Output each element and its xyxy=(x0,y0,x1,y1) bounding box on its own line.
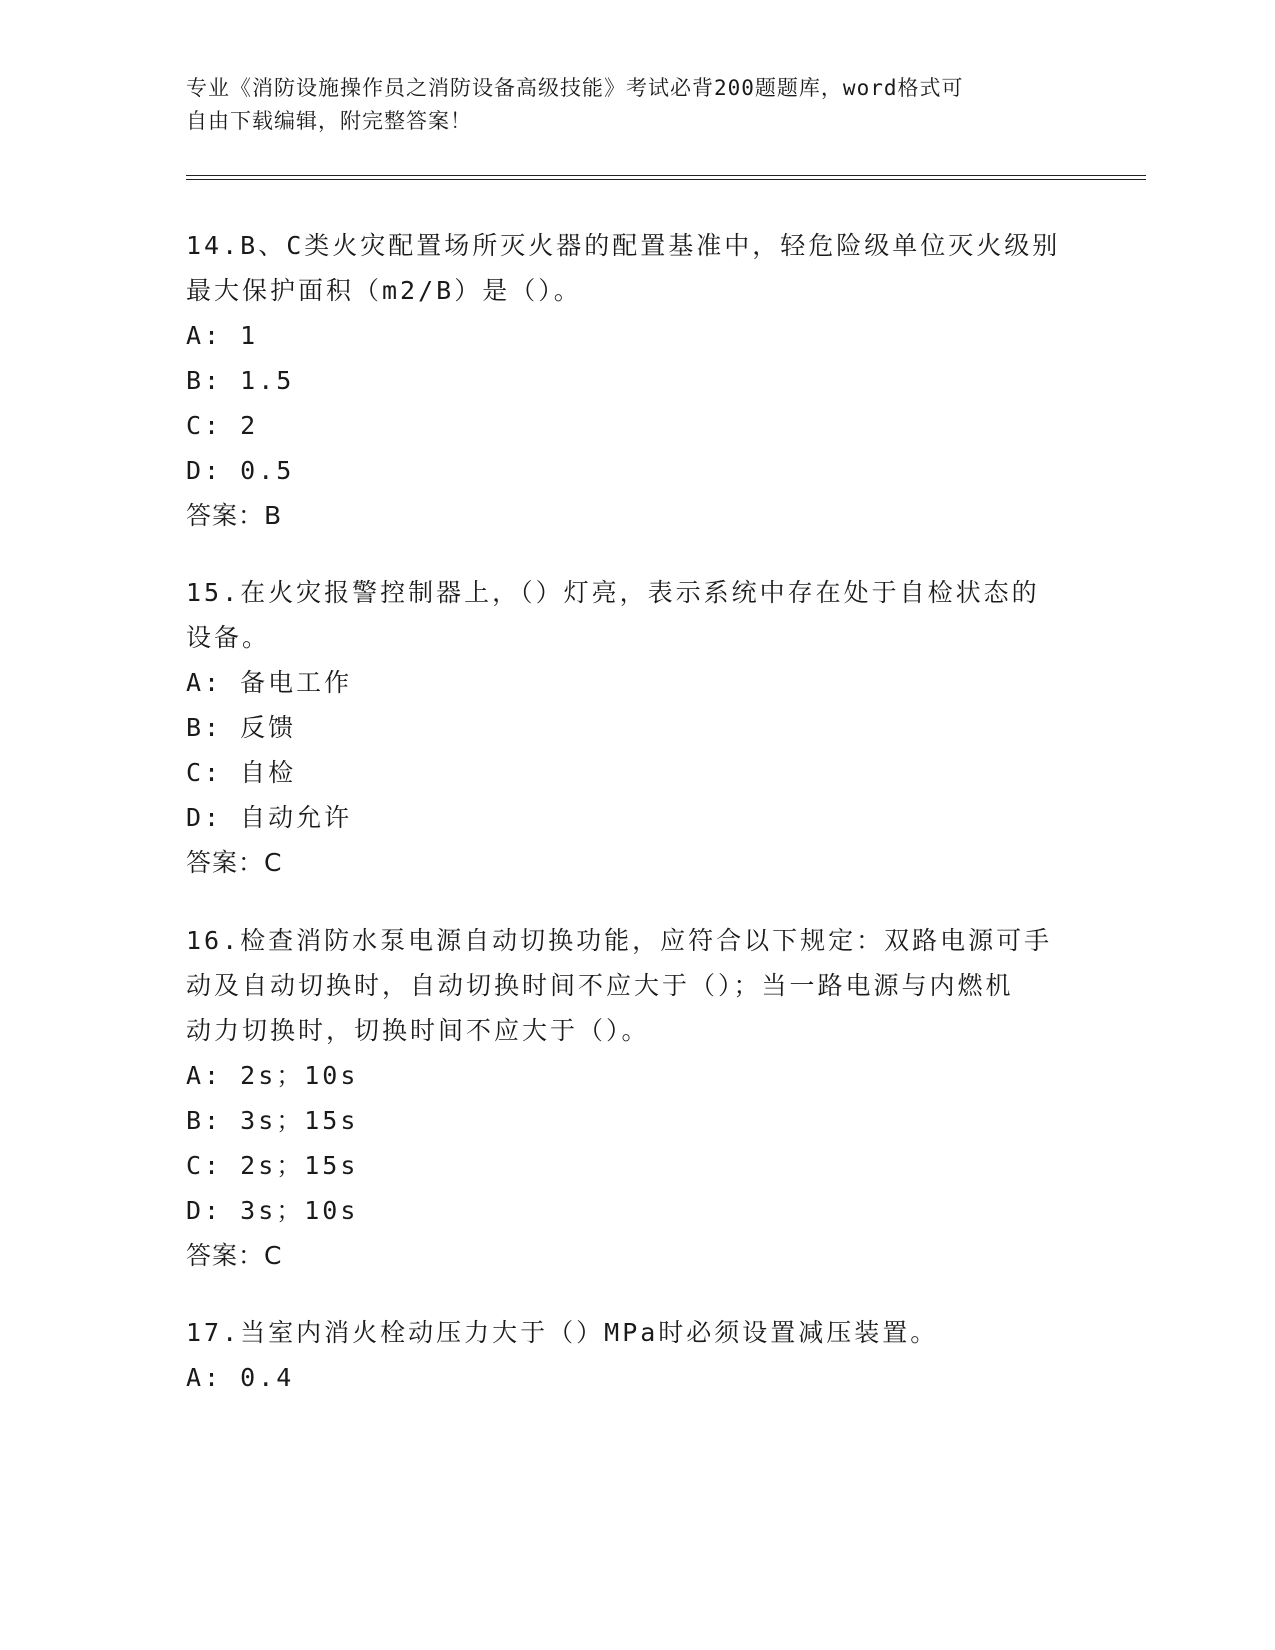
question-14 xyxy=(186,223,1086,538)
question-text-line: 15.在火灾报警控制器上，（）灯亮，表示系统中存在处于自检状态的 xyxy=(186,578,1040,607)
option-a: A: 1 xyxy=(186,321,259,350)
question-text-line: 动及自动切换时，自动切换时间不应大于（）；当一路电源与内燃机 xyxy=(186,971,1014,1000)
header-line-2: 自由下载编辑，附完整答案！ xyxy=(186,109,472,133)
option-a: A: 0.4 xyxy=(186,1363,295,1392)
option-d: D: 0.5 xyxy=(186,456,295,485)
question-text-line: 17.当室内消火栓动压力大于（）MPa时必须设置减压装置。 xyxy=(186,1318,939,1347)
option-b: B: 3s；15s xyxy=(186,1106,359,1135)
option-d: D: 自动允许 xyxy=(186,803,353,832)
question-text-line: 动力切换时，切换时间不应大于（）。 xyxy=(186,1016,650,1045)
header-line-1: 专业《消防设施操作员之消防设备高级技能》考试必背200题题库，word格式可 xyxy=(186,76,964,100)
question-text-line: 14.B、C类火灾配置场所灭火器的配置基准中，轻危险级单位灭火级别 xyxy=(186,231,1061,260)
question-15 xyxy=(186,570,1086,885)
option-a: A: 2s；10s xyxy=(186,1061,359,1090)
question-text-line: 设备。 xyxy=(186,623,271,652)
option-c: C: 自检 xyxy=(186,758,297,787)
answer: 答案：C xyxy=(186,848,283,877)
option-b: B: 1.5 xyxy=(186,366,295,395)
answer: 答案：B xyxy=(186,501,283,530)
option-a: A: 备电工作 xyxy=(186,668,353,697)
option-b: B: 反馈 xyxy=(186,713,297,742)
option-c: C: 2s；15s xyxy=(186,1151,359,1180)
question-text-line: 16.检查消防水泵电源自动切换功能，应符合以下规定：双路电源可手 xyxy=(186,926,1053,955)
header-divider xyxy=(186,175,1146,180)
option-c: C: 2 xyxy=(186,411,259,440)
question-text-line: 最大保护面积（m2/B）是（）。 xyxy=(186,276,582,305)
option-d: D: 3s；10s xyxy=(186,1196,359,1225)
question-17 xyxy=(186,1310,1086,1400)
document-header xyxy=(186,72,1066,138)
question-16 xyxy=(186,918,1086,1278)
answer: 答案：C xyxy=(186,1241,283,1270)
